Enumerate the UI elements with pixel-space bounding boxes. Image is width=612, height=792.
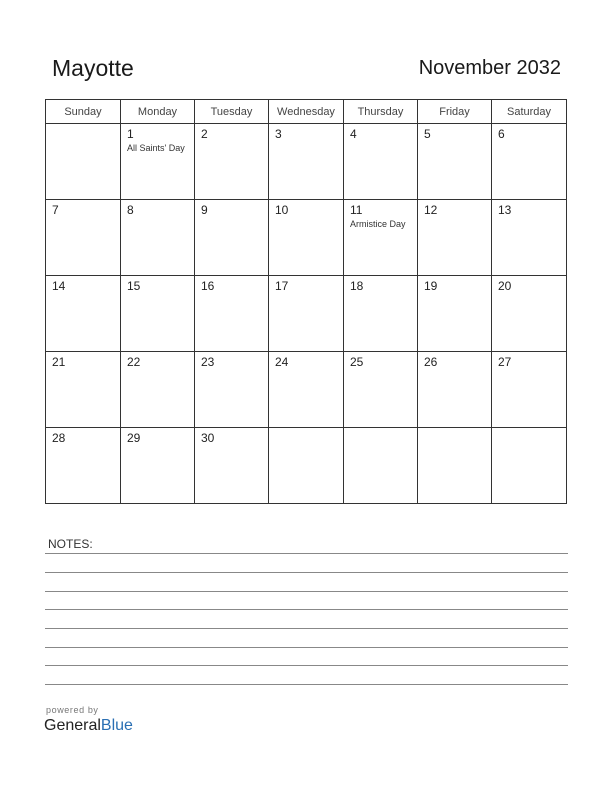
weekday-sunday: Sunday — [46, 100, 121, 124]
day-cell[interactable] — [195, 124, 269, 200]
day-cell[interactable] — [344, 124, 418, 200]
day-cell[interactable] — [121, 124, 195, 200]
day-cell[interactable] — [269, 428, 344, 504]
day-cell[interactable] — [195, 200, 269, 276]
day-number: 24 — [275, 355, 289, 369]
notes-line — [45, 553, 568, 554]
month-title: November 2032 — [418, 57, 561, 79]
day-number: 12 — [424, 203, 438, 217]
day-cell[interactable] — [344, 276, 418, 352]
day-number: 1 — [127, 127, 134, 141]
notes-line — [45, 609, 568, 610]
week-row — [46, 276, 567, 352]
week-row — [46, 428, 567, 504]
day-number: 9 — [201, 203, 208, 217]
notes-label: NOTES: — [48, 537, 93, 551]
brand-logo[interactable] — [44, 717, 133, 735]
day-cell[interactable] — [269, 276, 344, 352]
day-cell[interactable] — [492, 200, 567, 276]
day-cell[interactable] — [492, 428, 567, 504]
day-number: 10 — [275, 203, 289, 217]
day-cell[interactable] — [418, 200, 492, 276]
weekday-wednesday: Wednesday — [269, 100, 344, 124]
holiday-label: Armistice Day — [350, 219, 406, 229]
week-row — [46, 352, 567, 428]
day-cell[interactable] — [121, 276, 195, 352]
brand-part-general: General — [44, 717, 101, 734]
day-number: 22 — [127, 355, 141, 369]
day-number: 13 — [498, 203, 512, 217]
day-cell[interactable] — [418, 428, 492, 504]
day-cell[interactable] — [121, 352, 195, 428]
day-cell[interactable] — [269, 352, 344, 428]
day-cell[interactable] — [46, 200, 121, 276]
day-cell[interactable] — [46, 428, 121, 504]
day-number: 7 — [52, 203, 59, 217]
day-cell[interactable] — [46, 352, 121, 428]
notes-line — [45, 665, 568, 666]
day-number: 15 — [127, 279, 141, 293]
day-number: 3 — [275, 127, 282, 141]
day-cell[interactable] — [492, 124, 567, 200]
day-number: 17 — [275, 279, 289, 293]
day-cell[interactable] — [46, 276, 121, 352]
day-number: 23 — [201, 355, 215, 369]
day-number: 28 — [52, 431, 66, 445]
day-cell[interactable] — [269, 124, 344, 200]
calendar-grid — [45, 99, 567, 504]
notes-line — [45, 572, 568, 573]
notes-line — [45, 628, 568, 629]
day-number: 11 — [350, 203, 363, 217]
day-cell[interactable] — [418, 276, 492, 352]
weekday-tuesday: Tuesday — [195, 100, 269, 124]
weekday-monday: Monday — [121, 100, 195, 124]
weekday-friday: Friday — [418, 100, 492, 124]
notes-line — [45, 684, 568, 685]
day-number: 27 — [498, 355, 512, 369]
day-number: 30 — [201, 431, 215, 445]
day-cell[interactable] — [344, 200, 418, 276]
day-cell[interactable] — [121, 200, 195, 276]
country-title: Mayotte — [52, 55, 134, 81]
day-number: 4 — [350, 127, 357, 141]
day-cell[interactable] — [418, 352, 492, 428]
day-number: 8 — [127, 203, 134, 217]
day-number: 5 — [424, 127, 431, 141]
day-number: 29 — [127, 431, 141, 445]
weekday-header-row — [46, 100, 567, 124]
day-number: 26 — [424, 355, 438, 369]
day-cell[interactable] — [195, 276, 269, 352]
day-number: 14 — [52, 279, 66, 293]
day-number: 19 — [424, 279, 438, 293]
day-number: 20 — [498, 279, 512, 293]
weekday-thursday: Thursday — [344, 100, 418, 124]
notes-line — [45, 591, 568, 592]
day-cell[interactable] — [344, 428, 418, 504]
day-cell[interactable] — [418, 124, 492, 200]
weekday-saturday: Saturday — [492, 100, 567, 124]
day-cell[interactable] — [195, 428, 269, 504]
day-cell[interactable] — [46, 124, 121, 200]
brand-part-blue: Blue — [100, 717, 133, 734]
powered-by-text: powered by — [46, 705, 99, 715]
day-number: 25 — [350, 355, 364, 369]
holiday-label: All Saints' Day — [127, 143, 185, 153]
day-number: 21 — [52, 355, 66, 369]
day-cell[interactable] — [121, 428, 195, 504]
week-row — [46, 124, 567, 200]
day-number: 16 — [201, 279, 215, 293]
week-row — [46, 200, 567, 276]
day-number: 6 — [498, 127, 505, 141]
day-cell[interactable] — [492, 276, 567, 352]
day-cell[interactable] — [492, 352, 567, 428]
notes-line — [45, 647, 568, 648]
day-number: 2 — [201, 127, 208, 141]
day-cell[interactable] — [269, 200, 344, 276]
day-number: 18 — [350, 279, 364, 293]
day-cell[interactable] — [195, 352, 269, 428]
day-cell[interactable] — [344, 352, 418, 428]
